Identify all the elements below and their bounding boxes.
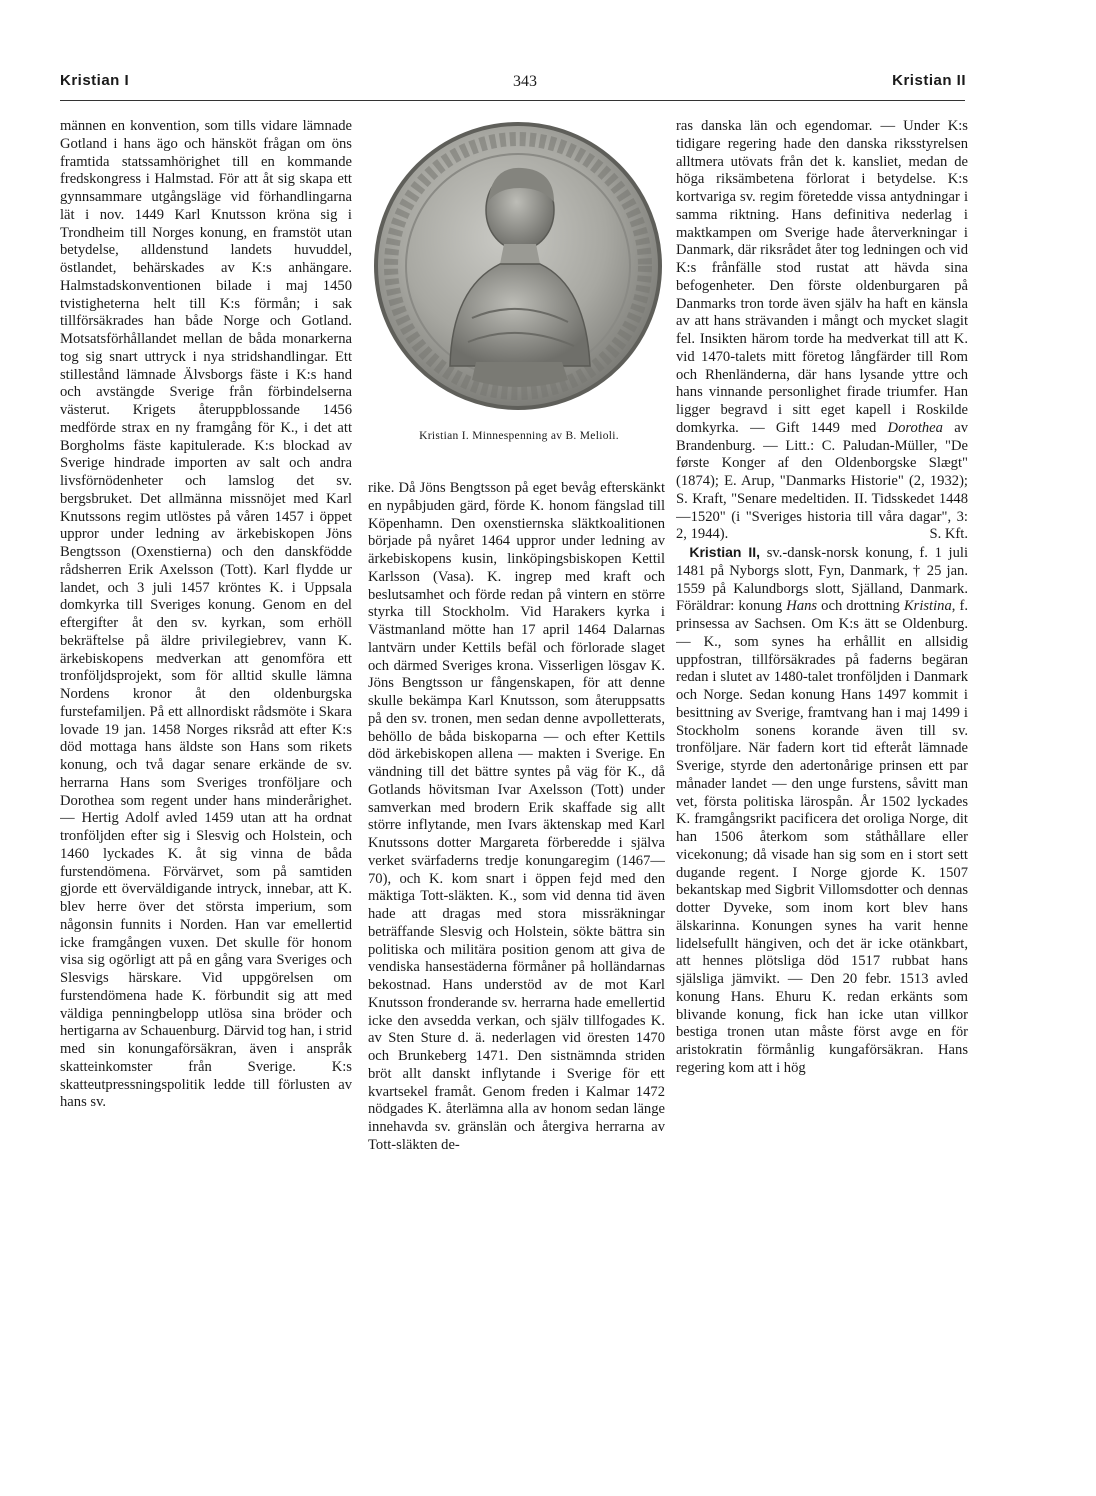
- italic-name: Dorothea: [887, 419, 943, 436]
- paragraph: männen en konvention, som tills vidare lämnade Gotland i hans ägo och hänsköt frågan om öns framtida statssamhörighet till en kommande fredskongress i Halmstad. För att åt sig skapa ett gynnsammare utgångsläge vid förhandlingarna lät i nov. 1449 Karl Knutsson kröna sig i Trondheim till Norges konung, en framstöt utan betydelse, alldenstund landets huvuddel, östlandet, behärskades av K:s anhängare. Halmstadskonventionen bilade i maj 1450 tvistigheterna helt till K:s förmån; i sak tillförsäkrades han både Norge och Gotland. Motsatsförhållandet mellan de båda monarkerna tog sig snart uttryck i nya stridshandlingar. Ett stillestånd lämnade Älvsborgs fäste i K:s hand och avstängde Sverige från förbindelserna västerut. Krigets återuppblossande 1456 medförde strax en ny framgång för K., i det att Borgholms fäste kapitulerade. K:s blockad av Sverige hindrade importen av salt och andra livsförnödenheter och lamslog det sv. bergsbruket. Det allmänna missnöjet med Karl Knutssons regim utlöstes på våren 1457 i öppet uppror under ledning av ärkebiskopen Jöns Bengtsson (Oxenstierna) och den danskfödde rådsherren Erik Axelsson (Tott). Karl flydde ur landet, och 3 juli 1457 kröntes K. i Uppsala domkyrka till Sveriges konung. Genom en del eftergifter åt den sv. kyrkan, som erhöll bekräftelse på äldre privilegiebrev, vann K. ärkebiskopens medverkan att genomföra ett tronföljdsprojekt, som för alltid skulle lämna Nordens kronor åt den oldenburgska furstefamiljen. På ett allnordiskt rådsmöte i Skara lovade 19 jan. 1458 Norges riksråd att efter K:s död mottaga hans äldste son Hans som rikets konung, och två dagar senare erkände de sv. herrarna Hans som Sveriges tronföljare och Dorothea som regent under hans minderårighet. — Hertig Adolf avled 1459 utan att ha ordnat tronföljden efter sig i Slesvig och Holstein, och 1460 lyckades K. åt sig vinna de båda furstendömena. Förvärvet, som på samtiden gjorde ett överväldigande intryck, innebar, att K. blev herre över det största imperium, som någonsin funnits i Norden. Han var emellertid icke framgången vuxen. Det skulle för honom visa sig ogörligt att på en gång vara Sveriges och Slesvigs härskare. Vid uppgörelsen om furstendömena hade K. förbundit sig att med väldiga penningbelopp utlösa sina bröder och hertigarna av Schauenburg. Därvid tog han, i strid med sin konungaförsäkran, även i anspråk skatteinkomster från Sverige. K:s skatteutpressningspolitik ledde till förlusten av hans sv.: [60, 118, 352, 1111]
- paragraph: [676, 118, 968, 544]
- text-run: och drottning: [817, 598, 904, 615]
- page-number: 343: [513, 73, 537, 90]
- author-signature: S. Kft.: [929, 526, 968, 543]
- running-head-left: Kristian I: [60, 72, 130, 89]
- running-head-right: Kristian II: [892, 72, 966, 89]
- italic-name: Kristina: [903, 598, 952, 615]
- medal-figure: [372, 118, 662, 470]
- text-run: av Brandenburg. — Litt.: C. Paludan-Müller, "De første Konger af den Oldenborgske Slægt" (1874); E. Arup, "Danmarks Historie" (2, 1932); S. Kraft, "Senare medeltiden. II. Tidsskedet 1448—1520" (i "Sveriges historia till våra dagar", 3: 2, 1944).: [676, 419, 968, 543]
- paragraph: rike. Då Jöns Bengtsson på eget bevåg efterskänkt en nypåbjuden gärd, förde K. honom fängslad till Köpenhamn. Den oxenstiernska släktkoalitionen började på nyåret 1464 uppror under ledning av ärkebiskopens kusin, linköpingsbiskopen Kettil Karlsson (Vasa). K. ingrep med kraft och beslutsamhet och förde redan på vintern en större styrka till Stockholm. Vid Harakers kyrka i Västmanland mötte han 17 april 1464 Dalarnas lantvärn under Kettils befäl och förlorade slaget och därmed Sveriges krona. Visserligen lösgav K. Jöns Bengtsson ur fångenskapen, för att denne skulle bekämpa Karl Knutsson, som återuppsatts på den sv. tronen, men sedan denne avpolletterats, behöllo de båda biskoparna — och efter Kettils död ärkebiskopen allena — makten i Sverige. En vändning till det bättre syntes på väg för K., då Gotlands hövitsman Ivar Axelsson (Tott) under samverkan med brodern Erik skaffade sig allt större inflytande, men Ivars äktenskap med Karl Knutssons dotter Margareta förberedde i själva verket svärfaderns tredje konungaregim (1467—70), och K. kom snart i öppen fejd med den mäktiga Tott-släkten. K., som vid denna tid även hade att dragas med stora missräkningar beträffande Slesvig och Holstein, sökte bättra sin politiska och militära position genom att giva de vendiska hansestäderna förmåner på holländarnas bekostnad. Hans understöd av de mot Karl Knutsson fronderande sv. herrarna hade emellertid icke den avsedda verkan, och själv tillfogades K. av Sten Sture d. ä. nederlagen vid öresten 1470 och Brunkeberg 1471. Den sistnämnda striden bröt allt danskt inflytande i Sverige för ett kvartsekel framåt. Genom freden i Kalmar 1472 nödgades K. återlämna alla av honom sedan länge innehavda sv. gränslän och återgiva herrarna av Tott-släkten de-: [368, 480, 665, 1153]
- text-run: , f. prinsessa av Sachsen. Om K:s ätt se Oldenburg. — K., som synes ha erhållit en allsidig uppfostran, tillförsäkrades på faderns begäran redan i slutet av 1480-talet tronföljden i Danmark och Norge. Sedan konung Hans 1497 kommit i besittning av Sverige, framtvang han i maj 1499 i Stockholm sonens korande även till sv. tronföljare. När fadern kort tid efteråt lämnade Sverige, styrde den adertonårige prinsen ett par månader landet — den unge furstens, såvitt man vet, första politiska lärospån. År 1502 lyckades K. framgångsrikt pacificera det oroliga Norge, dit han 1506 återkom som ståthållare eller vicekonung; då visade han sig som en i stort sett dugande regent. I Norge gjorde K. 1507 bekantskap med Sigbrit Villomsdotter och dennas dotter Dyveke, som inom kort blev hans älskarinna. Konungen synes ha varit henne lidelsefullt hängiven, och det är icke otänkbart, att hennes plötsliga död 1517 rubbat hans själsliga jämvikt. — Den 20 febr. 1513 avled konung Hans. Ehuru K. redan erkänts som blivande konung, fick han icke utan villkor bestiga tronen utan måste först avge en för aristokratin förmånlig kungaförsäkran. Hans regering kom att i hög: [676, 598, 968, 1076]
- text-column-right: [676, 118, 968, 1364]
- paragraph: [676, 544, 968, 1078]
- entry-heading: Kristian II,: [689, 544, 761, 560]
- text-run: ras danska län och egendomar. — Under K:s tidigare regering hade den danska riksstyrelsen alltmera utövats från det k. kansliet, medan de höga riksämbetena förlorat i betydelse. K:s kortvariga sv. regim företedde vissa antydningar i samma riktning. Hans definitiva nederlag i maktkampen om Sverige hade återverkningar i Danmark, där riksrådet åter tog ledningen och vid K:s frånfälle stod rustat att hävda sina befogenheter. Den förste oldenburgaren på Danmarks tron torde även själv ha haft en känsla av att hans strävanden i mångt och mycket slagit fel. Insikten härom torde ha medverkat till att K. vid 1470-talets mitt företog långfärder till Rom och Rhenländerna, där hans lysande yttre och hans vinnande personlighet firade triumfer. Han ligger begravd i sitt eget kapell i Roskilde domkyrka. — Gift 1449 med: [676, 118, 968, 436]
- text-column-left: [60, 118, 352, 1364]
- header-rule: [60, 100, 965, 101]
- italic-name: Hans: [786, 598, 818, 615]
- medal-image: [372, 118, 662, 423]
- figure-caption: Kristian I. Minnespenning av B. Melioli.: [419, 430, 619, 442]
- text-column-middle: [368, 480, 665, 1366]
- text-run: sv.-dansk-norsk konung, f. 1 juli 1481 på Nyborgs slott, Fyn, Danmark, † 25 jan. 1559 på Kalundborgs slott, Själland, Danmark. Föräldrar: konung: [676, 545, 968, 615]
